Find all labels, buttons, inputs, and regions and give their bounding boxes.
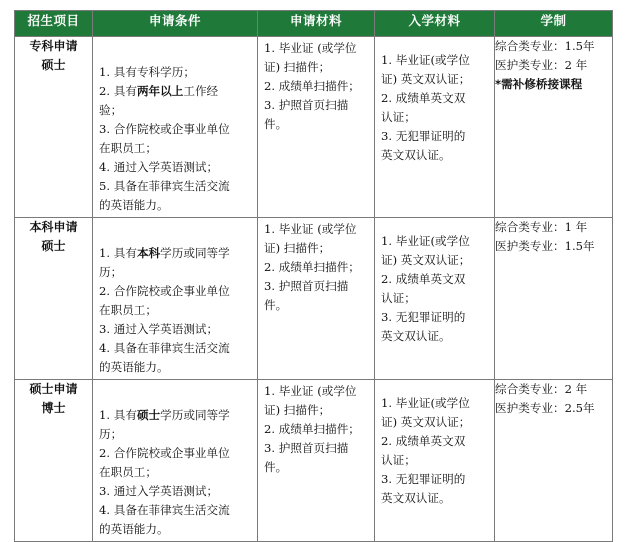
condition-item: 3. 通过入学英语测试；: [99, 484, 219, 498]
program-label: 硕士: [41, 58, 66, 72]
material-line: 3. 无犯罪证明的: [381, 310, 466, 324]
conditions-cell: [93, 37, 258, 218]
apply-materials-cell: [258, 380, 375, 542]
material-line: 英文双认证。: [381, 329, 451, 343]
material-line: 1. 毕业证(或学位: [381, 234, 470, 248]
condition-text: 具备在菲律宾生活交流: [113, 341, 230, 355]
apply-materials-list: [258, 380, 374, 479]
condition-text: 学历或同等学: [160, 246, 230, 260]
program-label: 硕士: [41, 239, 66, 253]
condition-emphasis: 本科: [136, 246, 161, 260]
material-line: 件。: [264, 117, 288, 131]
material-line: 2. 成绩单扫描件；: [264, 79, 360, 93]
material-line: 英文双认证。: [381, 491, 451, 505]
material-line: 1. 毕业证(或学位: [381, 53, 470, 67]
header-entry-materials: 入学材料: [375, 11, 495, 37]
conditions-list: [93, 218, 257, 379]
condition-item: 1. 具有硕士学历或同等学: [99, 408, 230, 422]
apply-materials-cell: [258, 218, 375, 380]
header-conditions: 申请条件: [93, 11, 258, 37]
conditions-list: [93, 380, 257, 541]
condition-continuation: 的英语能力。: [99, 360, 169, 374]
material-line: 证) 英文双认证；: [381, 415, 471, 429]
material-line: 件。: [264, 460, 288, 474]
conditions-cell: [93, 380, 258, 542]
condition-item: 2. 具有两年以上工作经: [99, 84, 219, 98]
condition-item: 5. 具备在菲律宾生活交流: [99, 179, 230, 193]
entry-materials-cell: [375, 218, 495, 380]
material-line: 3. 无犯罪证明的: [381, 472, 466, 486]
material-line: 认证；: [381, 453, 416, 467]
table-row: [15, 37, 613, 218]
duration-line: 综合类专业：1.5年: [495, 39, 595, 53]
condition-text: 工作经: [183, 84, 219, 98]
material-line: 2. 成绩单英文双: [381, 91, 466, 105]
entry-materials-cell: [375, 37, 495, 218]
condition-continuation: 历；: [99, 265, 123, 279]
duration-line: 医护类专业：2 年: [495, 58, 588, 72]
material-line: 2. 成绩单英文双: [381, 434, 466, 448]
material-line: 1. 毕业证 (或学位: [264, 41, 357, 55]
header-duration: 学制: [495, 11, 613, 37]
condition-text: 具备在菲律宾生活交流: [113, 503, 230, 517]
material-line: 证) 扫描件；: [264, 60, 331, 74]
material-line: 2. 成绩单扫描件；: [264, 422, 360, 436]
condition-text: 具有: [113, 84, 137, 98]
duration-line: 综合类专业：2 年: [495, 382, 588, 396]
material-line: 证) 英文双认证；: [381, 253, 471, 267]
condition-text: 通过入学英语测试；: [113, 160, 219, 174]
material-line: 1. 毕业证(或学位: [381, 396, 470, 410]
program-label: 专科申请: [29, 39, 78, 53]
condition-text: 通过入学英语测试；: [113, 322, 219, 336]
header-program: 招生项目: [15, 11, 93, 37]
condition-item: 2. 合作院校或企事业单位: [99, 446, 230, 460]
duration-cell: [495, 218, 613, 380]
program-cell: [15, 218, 93, 380]
material-line: 3. 护照首页扫描: [264, 98, 349, 112]
duration-cell: [495, 380, 613, 542]
material-line: 2. 成绩单英文双: [381, 272, 466, 286]
material-line: 英文双认证。: [381, 148, 451, 162]
entry-materials-list: [375, 380, 494, 510]
material-line: 3. 护照首页扫描: [264, 279, 349, 293]
condition-text: 通过入学英语测试；: [113, 484, 219, 498]
condition-item: 3. 合作院校或企事业单位: [99, 122, 230, 136]
bridging-note: *需补修桥接课程: [495, 77, 583, 91]
condition-item: 4. 具备在菲律宾生活交流: [99, 341, 230, 355]
entry-materials-list: [375, 218, 494, 348]
condition-item: 1. 具有本科学历或同等学: [99, 246, 230, 260]
program-cell: [15, 380, 93, 542]
duration-line: 医护类专业：2.5年: [495, 401, 595, 415]
condition-continuation: 验；: [99, 103, 123, 117]
material-line: 认证；: [381, 110, 416, 124]
table-row: [15, 218, 613, 380]
entry-materials-cell: [375, 380, 495, 542]
program-label: 博士: [41, 401, 66, 415]
material-line: 认证；: [381, 291, 416, 305]
condition-text: 合作院校或企事业单位: [113, 446, 230, 460]
condition-continuation: 历；: [99, 427, 123, 441]
material-line: 1. 毕业证 (或学位: [264, 222, 357, 236]
material-line: 1. 毕业证 (或学位: [264, 384, 357, 398]
condition-text: 具有: [113, 246, 137, 260]
header-row: [15, 11, 613, 37]
condition-continuation: 在职员工；: [99, 141, 157, 155]
program-cell: [15, 37, 93, 218]
conditions-list: [93, 37, 257, 217]
condition-text: 合作院校或企事业单位: [113, 284, 230, 298]
program-label: 本科申请: [29, 220, 78, 234]
condition-text: 具有: [113, 408, 137, 422]
material-line: 3. 无犯罪证明的: [381, 129, 466, 143]
apply-materials-cell: [258, 37, 375, 218]
condition-emphasis: 两年以上: [136, 84, 184, 98]
material-line: 件。: [264, 298, 288, 312]
condition-emphasis: 硕士: [136, 408, 161, 422]
condition-item: 1. 具有专科学历；: [99, 65, 195, 79]
conditions-cell: [93, 218, 258, 380]
admissions-table: [14, 10, 613, 542]
material-line: 证) 扫描件；: [264, 403, 331, 417]
table-row: [15, 380, 613, 542]
condition-item: 4. 具备在菲律宾生活交流: [99, 503, 230, 517]
condition-item: 2. 合作院校或企事业单位: [99, 284, 230, 298]
program-label: 硕士申请: [29, 382, 78, 396]
condition-text: 具备在菲律宾生活交流: [113, 179, 230, 193]
apply-materials-list: [258, 218, 374, 317]
apply-materials-list: [258, 37, 374, 136]
condition-text: 具有专科学历；: [113, 65, 195, 79]
header-apply-materials: 申请材料: [258, 11, 375, 37]
material-line: 2. 成绩单扫描件；: [264, 260, 360, 274]
entry-materials-list: [375, 37, 494, 167]
condition-text: 合作院校或企事业单位: [113, 122, 230, 136]
condition-continuation: 的英语能力。: [99, 198, 169, 212]
condition-continuation: 在职员工；: [99, 465, 157, 479]
material-line: 3. 护照首页扫描: [264, 441, 349, 455]
condition-item: 3. 通过入学英语测试；: [99, 322, 219, 336]
duration-line: 综合类专业：1 年: [495, 220, 588, 234]
condition-text: 学历或同等学: [160, 408, 230, 422]
material-line: 证) 扫描件；: [264, 241, 331, 255]
material-line: 证) 英文双认证；: [381, 72, 471, 86]
duration-cell: [495, 37, 613, 218]
condition-continuation: 的英语能力。: [99, 522, 169, 536]
condition-continuation: 在职员工；: [99, 303, 157, 317]
duration-line: 医护类专业：1.5年: [495, 239, 595, 253]
condition-item: 4. 通过入学英语测试；: [99, 160, 219, 174]
